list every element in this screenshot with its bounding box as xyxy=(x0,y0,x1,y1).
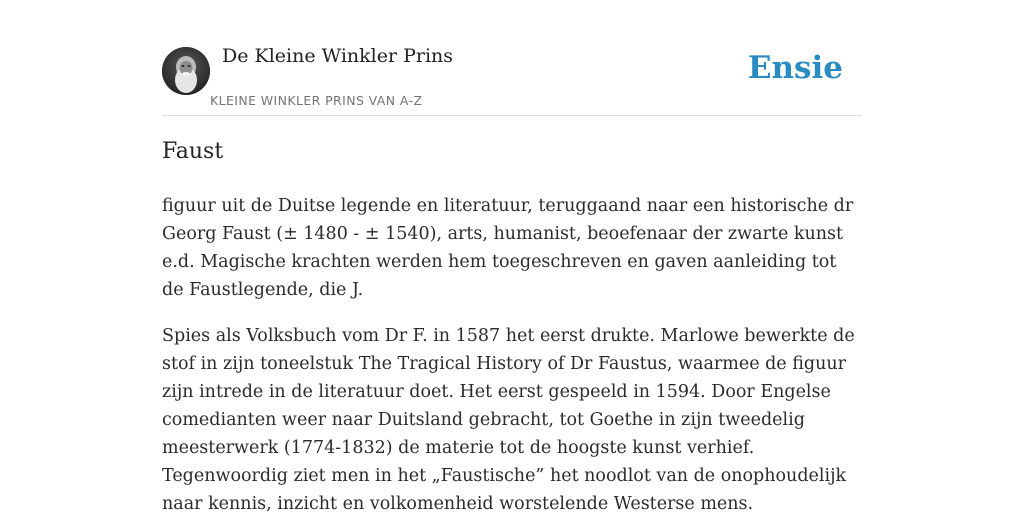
article-title: Faust xyxy=(162,139,224,164)
portrait-avatar-icon xyxy=(162,47,210,95)
author-name[interactable]: De Kleine Winkler Prins xyxy=(222,45,454,67)
article-paragraph: Spies als Volksbuch vom Dr F. in 1587 het eerst drukte. Marlowe bewerkte de stof in zijn toneelstuk The Tragical History of Dr Faustus, waarmee de figuur zijn intrede in de literatuur doet. Het eerst gespeeld in 1594. Door Engelse comedianten weer naar Duitsland gebracht, tot Goethe in zijn tweedelig meesterwerk (1774-1832) de materie tot de hoogste kunst verhief. Tegenwoordig ziet men in het „Faustische” het noodlot van de onophoudelijk naar kennis, inzicht en volkomenheid worstelende Westerse mens. xyxy=(162,326,855,512)
article-body xyxy=(162,192,862,512)
brand-logo[interactable]: Ensie xyxy=(747,50,843,86)
header-divider xyxy=(162,115,862,116)
source-label[interactable]: KLEINE WINKLER PRINS VAN A-Z xyxy=(210,93,423,108)
article-paragraph: figuur uit de Duitse legende en literatuur, teruggaand naar een historische dr Georg Faust (± 1480 - ± 1540), arts, humanist, beoefenaar der zwarte kunst e.d. Magische krachten werden hem toegeschreven en gaven aanleiding tot de Faustlegende, die J. xyxy=(162,196,854,300)
author-avatar[interactable] xyxy=(162,47,210,95)
